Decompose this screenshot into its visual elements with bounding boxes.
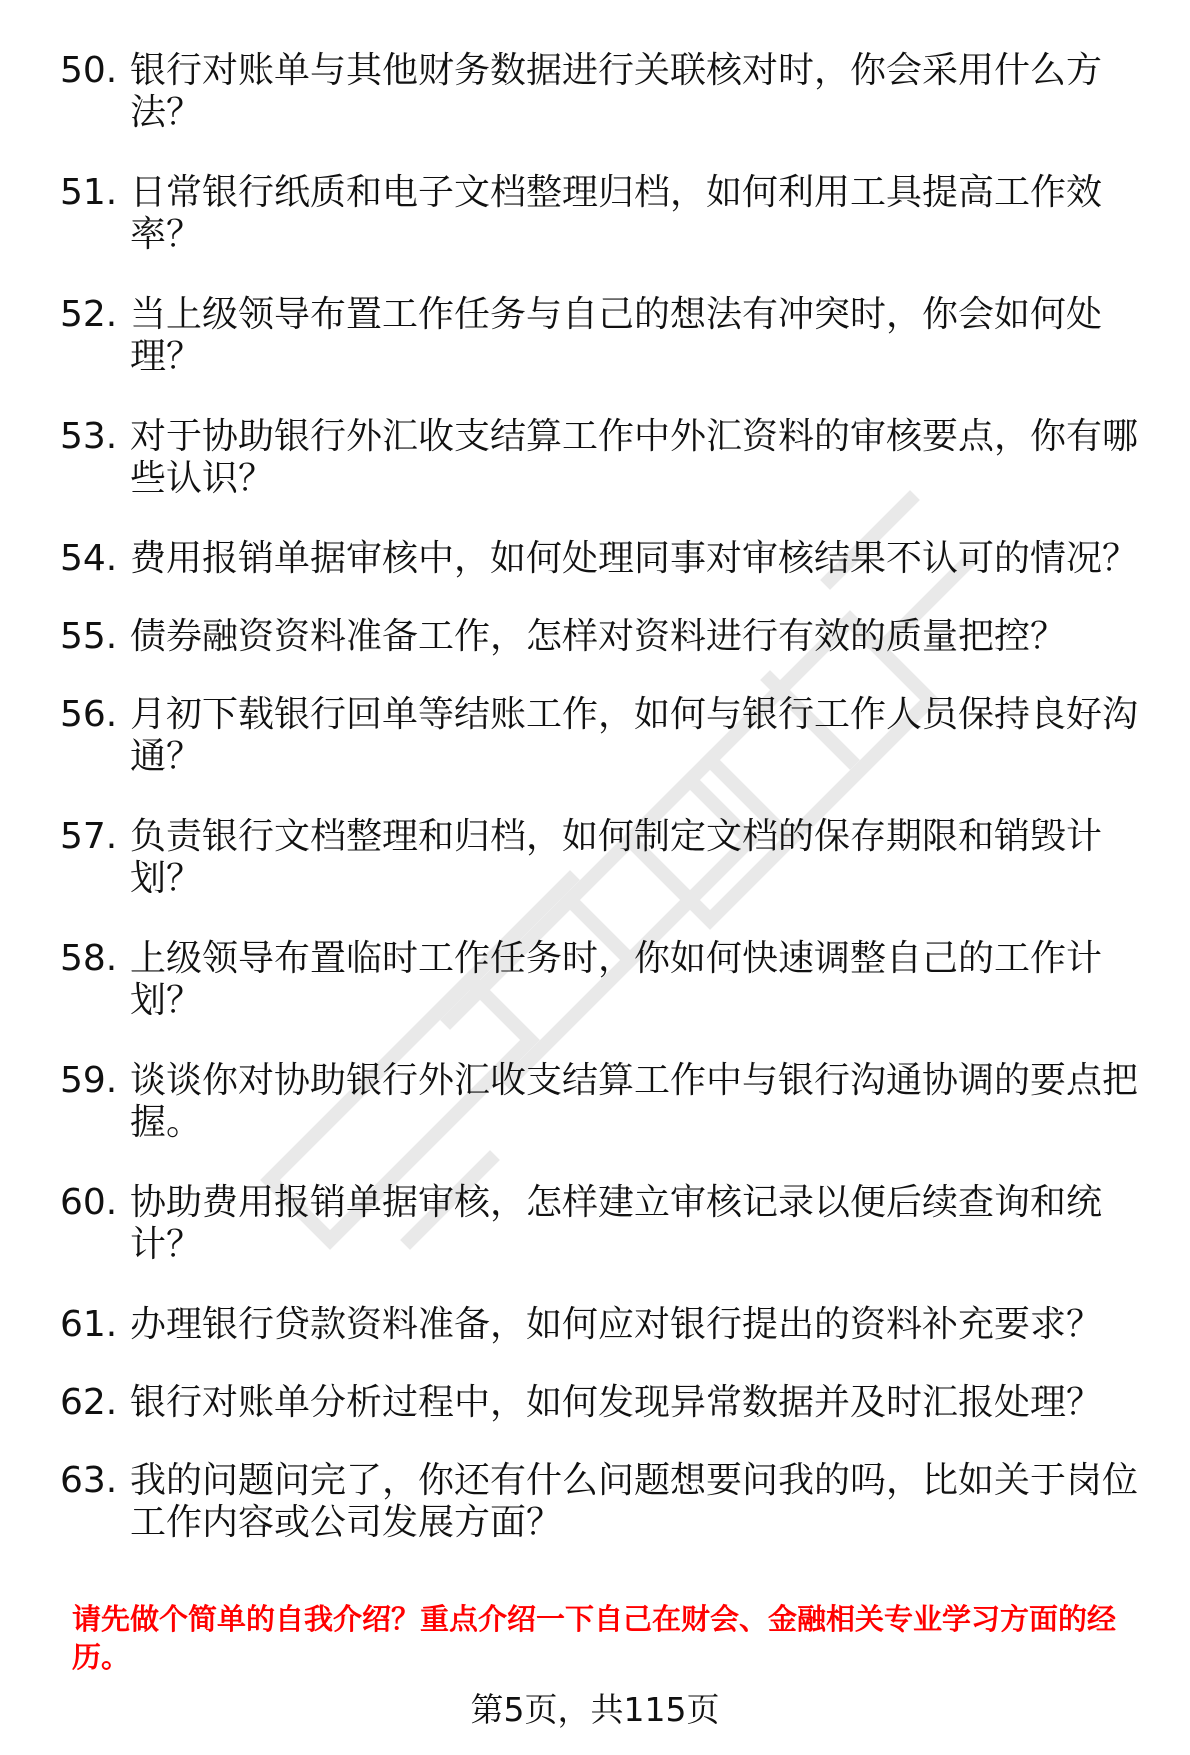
question-number: 54. (60, 538, 118, 579)
question-number: 56. (60, 694, 118, 735)
question-number: 57. (60, 816, 118, 857)
question-list (60, 50, 1160, 1582)
question-text: 负责银行文档整理和归档，如何制定文档的保存期限和销毁计划？ (130, 816, 1103, 899)
question-number: 53. (60, 416, 118, 457)
question-number: 52. (60, 294, 118, 335)
list-item (60, 1382, 1160, 1424)
list-item (60, 938, 1160, 1022)
question-number: 63. (60, 1460, 118, 1501)
question-text: 费用报销单据审核中，如何处理同事对审核结果不认可的情况？ (130, 538, 1139, 579)
list-item (60, 50, 1160, 134)
question-number: 62. (60, 1382, 118, 1423)
highlight-question: 请先做个简单的自我介绍？重点介绍一下自己在财会、金融相关专业学习方面的经历。 (72, 1602, 1117, 1674)
list-item (60, 538, 1160, 580)
list-item (60, 1182, 1160, 1266)
question-text: 办理银行贷款资料准备，如何应对银行提出的资料补充要求？ (130, 1304, 1103, 1345)
question-number: 51. (60, 172, 118, 213)
question-text: 对于协助银行外汇收支结算工作中外汇资料的审核要点，你有哪些认识？ (130, 416, 1139, 499)
question-number: 55. (60, 616, 118, 657)
question-text: 我的问题问完了，你还有什么问题想要问我的吗，比如关于岗位工作内容或公司发展方面？ (130, 1460, 1139, 1543)
question-text: 债券融资资料准备工作，怎样对资料进行有效的质量把控？ (130, 616, 1067, 657)
list-item (60, 694, 1160, 778)
list-item (60, 416, 1160, 500)
question-number: 59. (60, 1060, 118, 1101)
question-number: 50. (60, 50, 118, 91)
question-text: 上级领导布置临时工作任务时，你如何快速调整自己的工作计划？ (130, 938, 1103, 1021)
question-text: 日常银行纸质和电子文档整理归档，如何利用工具提高工作效率？ (130, 172, 1103, 255)
question-number: 60. (60, 1182, 118, 1223)
list-item (60, 616, 1160, 658)
list-item (60, 294, 1160, 378)
question-text: 谈谈你对协助银行外汇收支结算工作中与银行沟通协调的要点把握。 (130, 1060, 1139, 1143)
question-text: 当上级领导布置工作任务与自己的想法有冲突时，你会如何处理？ (130, 294, 1103, 377)
question-text: 银行对账单分析过程中，如何发现异常数据并及时汇报处理？ (130, 1382, 1103, 1423)
question-number: 61. (60, 1304, 118, 1345)
list-item (60, 172, 1160, 256)
list-item (60, 1304, 1160, 1346)
question-number: 58. (60, 938, 118, 979)
question-text: 月初下载银行回单等结账工作，如何与银行工作人员保持良好沟通？ (130, 694, 1139, 777)
list-item (60, 1060, 1160, 1144)
page-number: 第5页，共115页 (470, 1690, 720, 1729)
question-text: 协助费用报销单据审核，怎样建立审核记录以便后续查询和统计？ (130, 1182, 1103, 1265)
question-text: 银行对账单与其他财务数据进行关联核对时，你会采用什么方法？ (130, 50, 1103, 133)
list-item (60, 816, 1160, 900)
list-item (60, 1460, 1160, 1544)
